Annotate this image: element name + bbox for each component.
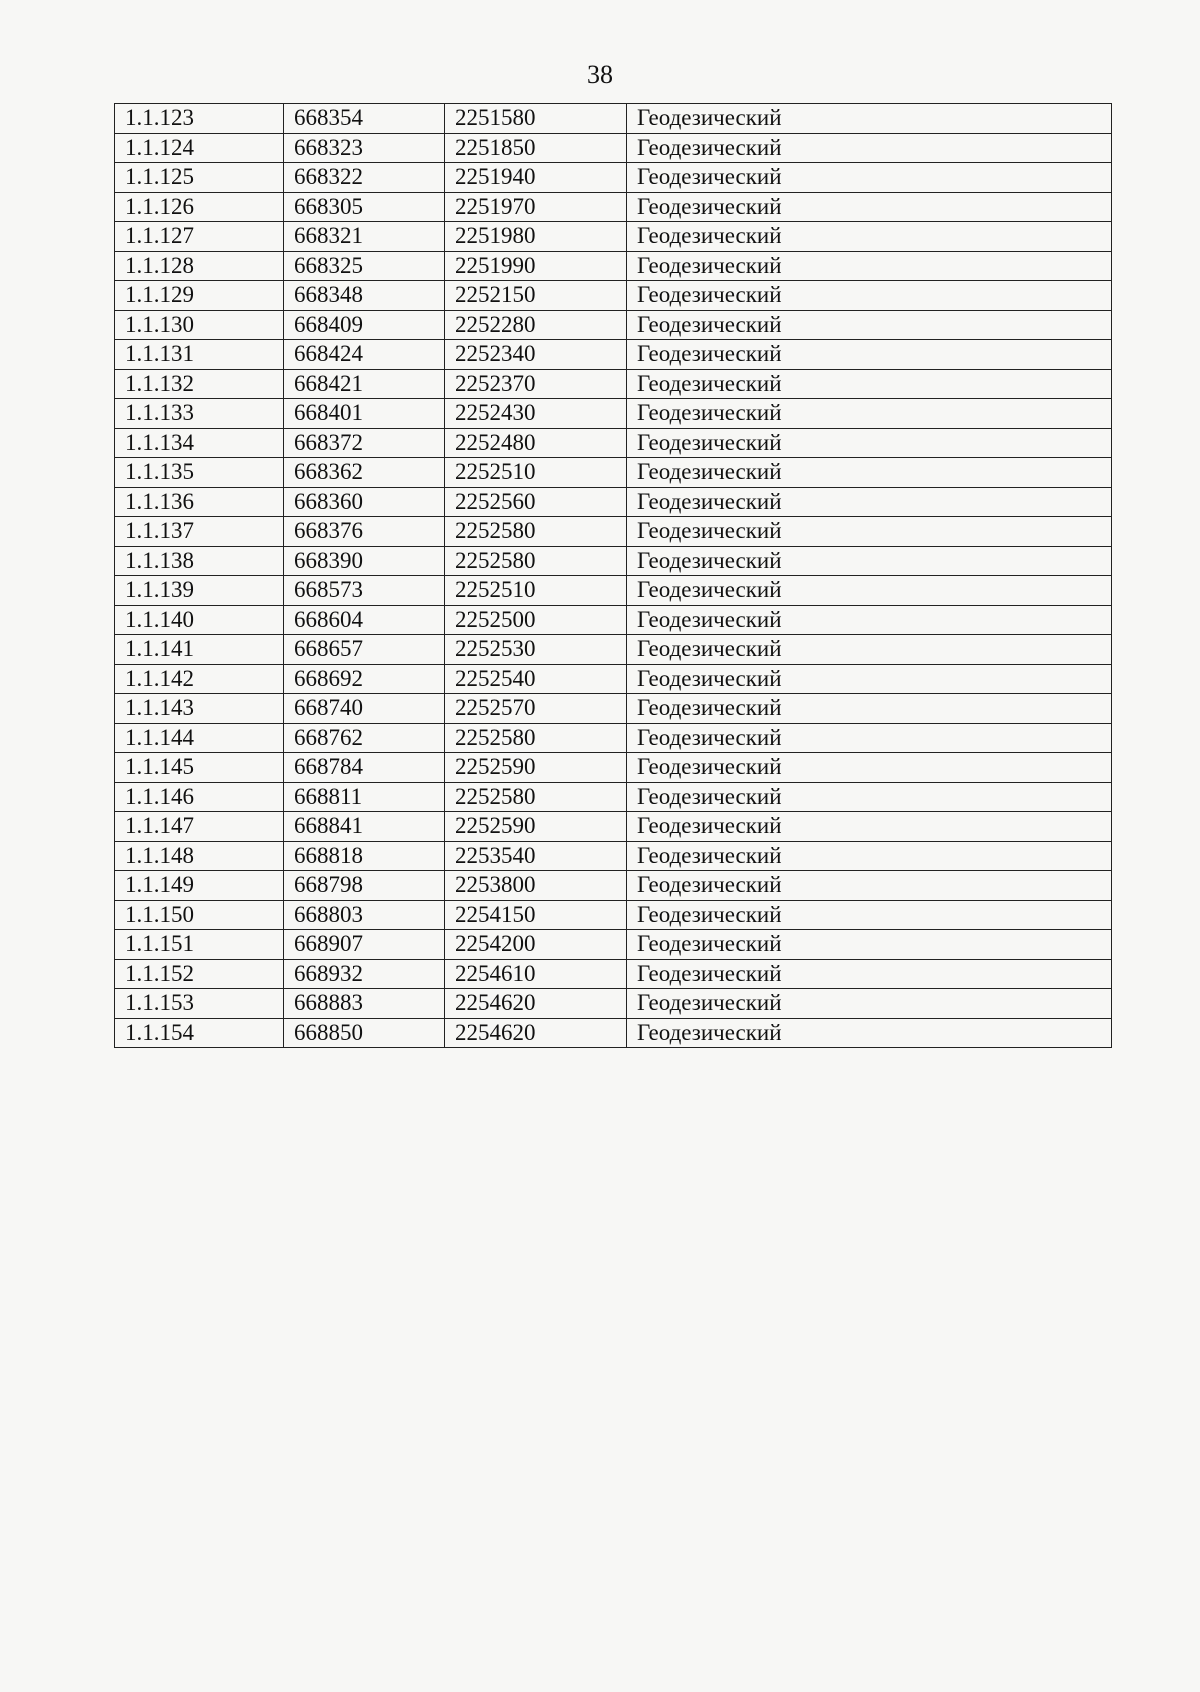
y-coordinate-cell: 2251580 — [445, 104, 627, 134]
y-coordinate-cell: 2252510 — [445, 576, 627, 606]
method-cell: Геодезический — [627, 104, 1112, 134]
point-id-cell: 1.1.129 — [115, 281, 284, 311]
table-row — [115, 104, 1112, 134]
x-coordinate-cell: 668657 — [284, 635, 445, 665]
x-coordinate-cell: 668323 — [284, 133, 445, 163]
y-coordinate-cell: 2252480 — [445, 428, 627, 458]
y-coordinate-cell: 2251850 — [445, 133, 627, 163]
point-id-cell: 1.1.137 — [115, 517, 284, 547]
method-cell: Геодезический — [627, 782, 1112, 812]
point-id-cell: 1.1.124 — [115, 133, 284, 163]
table-row — [115, 458, 1112, 488]
table-row — [115, 959, 1112, 989]
method-cell: Геодезический — [627, 635, 1112, 665]
x-coordinate-cell: 668354 — [284, 104, 445, 134]
y-coordinate-cell: 2252590 — [445, 753, 627, 783]
x-coordinate-cell: 668362 — [284, 458, 445, 488]
x-coordinate-cell: 668762 — [284, 723, 445, 753]
method-cell: Геодезический — [627, 251, 1112, 281]
method-cell: Геодезический — [627, 163, 1112, 193]
point-id-cell: 1.1.134 — [115, 428, 284, 458]
method-cell: Геодезический — [627, 694, 1112, 724]
point-id-cell: 1.1.133 — [115, 399, 284, 429]
x-coordinate-cell: 668811 — [284, 782, 445, 812]
method-cell: Геодезический — [627, 723, 1112, 753]
table-row — [115, 812, 1112, 842]
point-id-cell: 1.1.147 — [115, 812, 284, 842]
method-cell: Геодезический — [627, 428, 1112, 458]
point-id-cell: 1.1.144 — [115, 723, 284, 753]
method-cell: Геодезический — [627, 222, 1112, 252]
table-row — [115, 546, 1112, 576]
x-coordinate-cell: 668321 — [284, 222, 445, 252]
coordinates-table — [114, 103, 1112, 1048]
x-coordinate-cell: 668604 — [284, 605, 445, 635]
point-id-cell: 1.1.138 — [115, 546, 284, 576]
method-cell: Геодезический — [627, 605, 1112, 635]
method-cell: Геодезический — [627, 546, 1112, 576]
table-row — [115, 487, 1112, 517]
method-cell: Геодезический — [627, 192, 1112, 222]
point-id-cell: 1.1.140 — [115, 605, 284, 635]
table-row — [115, 841, 1112, 871]
x-coordinate-cell: 668360 — [284, 487, 445, 517]
point-id-cell: 1.1.127 — [115, 222, 284, 252]
table-row — [115, 133, 1112, 163]
table-row — [115, 251, 1112, 281]
point-id-cell: 1.1.126 — [115, 192, 284, 222]
point-id-cell: 1.1.142 — [115, 664, 284, 694]
y-coordinate-cell: 2254200 — [445, 930, 627, 960]
table-row — [115, 310, 1112, 340]
y-coordinate-cell: 2252580 — [445, 517, 627, 547]
x-coordinate-cell: 668322 — [284, 163, 445, 193]
method-cell: Геодезический — [627, 281, 1112, 311]
method-cell: Геодезический — [627, 1018, 1112, 1048]
x-coordinate-cell: 668692 — [284, 664, 445, 694]
point-id-cell: 1.1.143 — [115, 694, 284, 724]
method-cell: Геодезический — [627, 871, 1112, 901]
point-id-cell: 1.1.131 — [115, 340, 284, 370]
method-cell: Геодезический — [627, 399, 1112, 429]
y-coordinate-cell: 2252280 — [445, 310, 627, 340]
y-coordinate-cell: 2254150 — [445, 900, 627, 930]
table-row — [115, 576, 1112, 606]
y-coordinate-cell: 2252500 — [445, 605, 627, 635]
table-row — [115, 222, 1112, 252]
point-id-cell: 1.1.148 — [115, 841, 284, 871]
x-coordinate-cell: 668850 — [284, 1018, 445, 1048]
table-row — [115, 163, 1112, 193]
x-coordinate-cell: 668932 — [284, 959, 445, 989]
y-coordinate-cell: 2252540 — [445, 664, 627, 694]
point-id-cell: 1.1.149 — [115, 871, 284, 901]
method-cell: Геодезический — [627, 930, 1112, 960]
method-cell: Геодезический — [627, 959, 1112, 989]
y-coordinate-cell: 2252150 — [445, 281, 627, 311]
method-cell: Геодезический — [627, 989, 1112, 1019]
table-row — [115, 1018, 1112, 1048]
point-id-cell: 1.1.150 — [115, 900, 284, 930]
table-row — [115, 989, 1112, 1019]
x-coordinate-cell: 668818 — [284, 841, 445, 871]
x-coordinate-cell: 668798 — [284, 871, 445, 901]
y-coordinate-cell: 2252570 — [445, 694, 627, 724]
x-coordinate-cell: 668372 — [284, 428, 445, 458]
table-row — [115, 664, 1112, 694]
y-coordinate-cell: 2252580 — [445, 723, 627, 753]
y-coordinate-cell: 2252560 — [445, 487, 627, 517]
method-cell: Геодезический — [627, 369, 1112, 399]
table-row — [115, 871, 1112, 901]
table-row — [115, 281, 1112, 311]
point-id-cell: 1.1.128 — [115, 251, 284, 281]
y-coordinate-cell: 2252510 — [445, 458, 627, 488]
method-cell: Геодезический — [627, 576, 1112, 606]
x-coordinate-cell: 668883 — [284, 989, 445, 1019]
x-coordinate-cell: 668390 — [284, 546, 445, 576]
table-row — [115, 635, 1112, 665]
y-coordinate-cell: 2252340 — [445, 340, 627, 370]
y-coordinate-cell: 2252430 — [445, 399, 627, 429]
x-coordinate-cell: 668784 — [284, 753, 445, 783]
y-coordinate-cell: 2254620 — [445, 1018, 627, 1048]
table-row — [115, 723, 1112, 753]
method-cell: Геодезический — [627, 900, 1112, 930]
y-coordinate-cell: 2251980 — [445, 222, 627, 252]
point-id-cell: 1.1.146 — [115, 782, 284, 812]
page-number: 38 — [587, 60, 613, 89]
x-coordinate-cell: 668305 — [284, 192, 445, 222]
x-coordinate-cell: 668841 — [284, 812, 445, 842]
method-cell: Геодезический — [627, 458, 1112, 488]
table-row — [115, 605, 1112, 635]
method-cell: Геодезический — [627, 753, 1112, 783]
table-row — [115, 192, 1112, 222]
point-id-cell: 1.1.135 — [115, 458, 284, 488]
x-coordinate-cell: 668907 — [284, 930, 445, 960]
method-cell: Геодезический — [627, 487, 1112, 517]
y-coordinate-cell: 2252530 — [445, 635, 627, 665]
y-coordinate-cell: 2252580 — [445, 546, 627, 576]
method-cell: Геодезический — [627, 133, 1112, 163]
point-id-cell: 1.1.152 — [115, 959, 284, 989]
x-coordinate-cell: 668348 — [284, 281, 445, 311]
table-row — [115, 369, 1112, 399]
point-id-cell: 1.1.123 — [115, 104, 284, 134]
point-id-cell: 1.1.154 — [115, 1018, 284, 1048]
table-row — [115, 930, 1112, 960]
method-cell: Геодезический — [627, 664, 1112, 694]
x-coordinate-cell: 668376 — [284, 517, 445, 547]
y-coordinate-cell: 2252590 — [445, 812, 627, 842]
table-row — [115, 340, 1112, 370]
method-cell: Геодезический — [627, 340, 1112, 370]
x-coordinate-cell: 668401 — [284, 399, 445, 429]
table-row — [115, 753, 1112, 783]
x-coordinate-cell: 668803 — [284, 900, 445, 930]
point-id-cell: 1.1.151 — [115, 930, 284, 960]
table-row — [115, 694, 1112, 724]
table-row — [115, 517, 1112, 547]
point-id-cell: 1.1.139 — [115, 576, 284, 606]
x-coordinate-cell: 668424 — [284, 340, 445, 370]
method-cell: Геодезический — [627, 812, 1112, 842]
table-row — [115, 399, 1112, 429]
x-coordinate-cell: 668409 — [284, 310, 445, 340]
y-coordinate-cell: 2251940 — [445, 163, 627, 193]
x-coordinate-cell: 668325 — [284, 251, 445, 281]
x-coordinate-cell: 668573 — [284, 576, 445, 606]
table-row — [115, 782, 1112, 812]
x-coordinate-cell: 668740 — [284, 694, 445, 724]
point-id-cell: 1.1.125 — [115, 163, 284, 193]
y-coordinate-cell: 2254610 — [445, 959, 627, 989]
method-cell: Геодезический — [627, 841, 1112, 871]
point-id-cell: 1.1.132 — [115, 369, 284, 399]
x-coordinate-cell: 668421 — [284, 369, 445, 399]
y-coordinate-cell: 2251970 — [445, 192, 627, 222]
method-cell: Геодезический — [627, 517, 1112, 547]
y-coordinate-cell: 2253540 — [445, 841, 627, 871]
y-coordinate-cell: 2253800 — [445, 871, 627, 901]
y-coordinate-cell: 2252370 — [445, 369, 627, 399]
point-id-cell: 1.1.145 — [115, 753, 284, 783]
table-row — [115, 900, 1112, 930]
point-id-cell: 1.1.130 — [115, 310, 284, 340]
method-cell: Геодезический — [627, 310, 1112, 340]
point-id-cell: 1.1.153 — [115, 989, 284, 1019]
y-coordinate-cell: 2251990 — [445, 251, 627, 281]
point-id-cell: 1.1.141 — [115, 635, 284, 665]
point-id-cell: 1.1.136 — [115, 487, 284, 517]
y-coordinate-cell: 2252580 — [445, 782, 627, 812]
table-row — [115, 428, 1112, 458]
y-coordinate-cell: 2254620 — [445, 989, 627, 1019]
table-body — [115, 104, 1112, 1048]
